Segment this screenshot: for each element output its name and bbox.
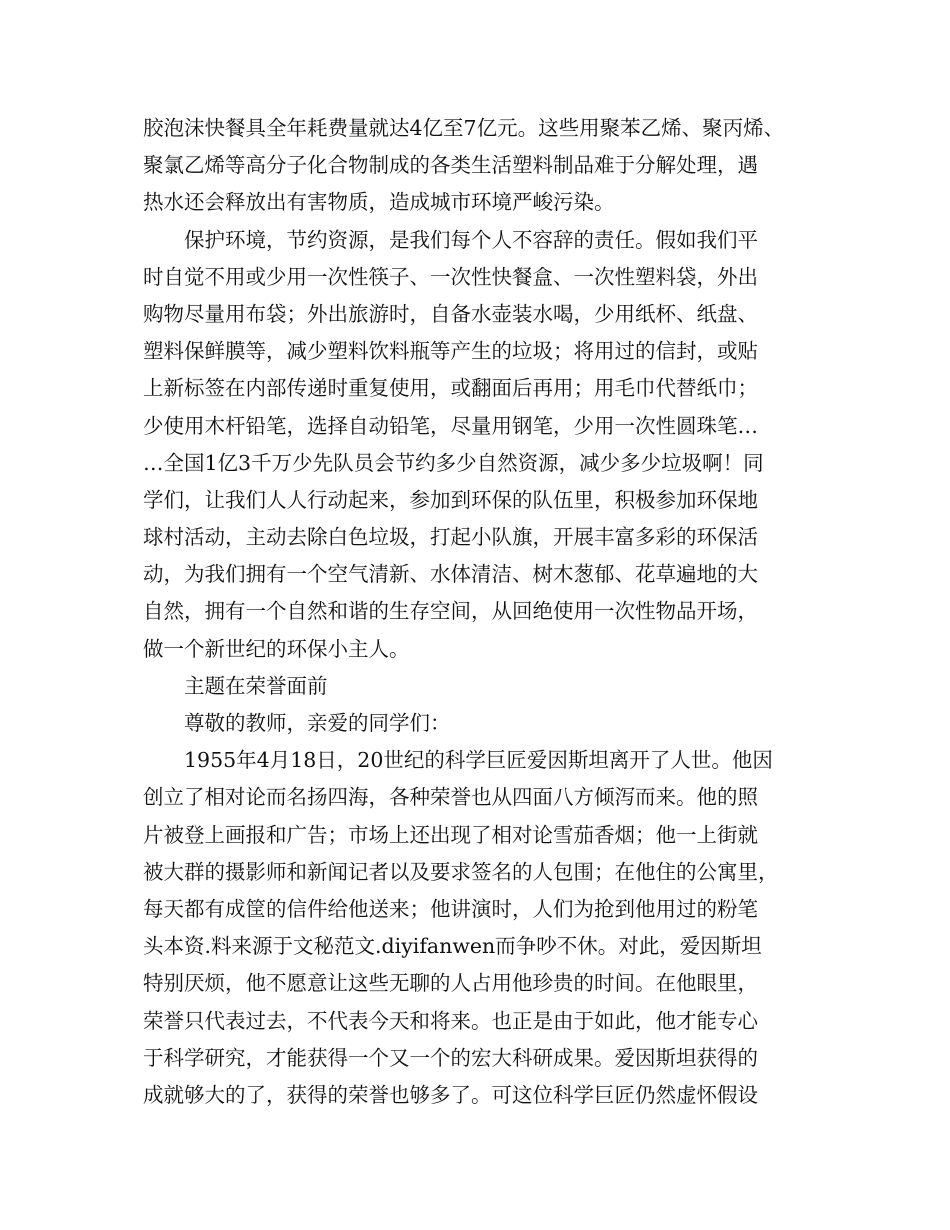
text-line: 于科学研究，才能获得一个又一个的宏大科研成果。爱因斯坦获得的 xyxy=(143,1045,758,1070)
text-line: 热水还会释放出有害物质，造成城市环境严峻污染。 xyxy=(143,190,615,215)
text-line: 每天都有成筐的信件给他送来；他讲演时，人们为抢到他用过的粉笔 xyxy=(143,896,758,921)
text-line: 头本资.料来源于文秘范文.diyifanwen而争吵不休。对此，爱因斯坦 xyxy=(143,934,762,959)
text-line: 上新标签在内部传递时重复使用，或翻面后再用；用毛巾代替纸巾； xyxy=(143,376,758,401)
text-line: 成就够大的了，获得的荣誉也够多了。可这位科学巨匠仍然虚怀假设 xyxy=(143,1082,758,1107)
body-text xyxy=(143,110,811,1114)
text-line: 球村活动，主动去除白色垃圾，打起小队旗，开展丰富多彩的环保活 xyxy=(143,525,758,550)
text-line: 被大群的摄影师和新闻记者以及要求签名的人包围；在他住的公寓里， xyxy=(143,859,779,884)
text-line: …全国1亿3千万少先队员会节约多少自然资源，减少多少垃圾啊！同 xyxy=(143,450,764,475)
text-line: 创立了相对论而名扬四海，各种荣誉也从四面八方倾泻而来。他的照 xyxy=(143,785,758,810)
text-line: 学们，让我们人人行动起来，参加到环保的队伍里，积极参加环保地 xyxy=(143,487,758,512)
text-line: 少使用木杆铅笔，选择自动铅笔，尽量用钢笔，少用一次性圆珠笔… xyxy=(143,413,758,438)
text-line: 时自觉不用或少用一次性筷子、一次性快餐盒、一次性塑料袋，外出 xyxy=(143,264,758,289)
text-line: 片被登上画报和广告；市场上还出现了相对论雪茄香烟；他一上街就 xyxy=(143,822,758,847)
paragraph-start-line: 1955年4月18日，20世纪的科学巨匠爱因斯坦离开了人世。他因 xyxy=(184,748,773,773)
text-line: 聚氯乙烯等高分子化合物制成的各类生活塑料制品难于分解处理，遇 xyxy=(143,153,758,178)
text-line: 胶泡沫快餐具全年耗费量就达4亿至7亿元。这些用聚苯乙烯、聚丙烯、 xyxy=(143,116,785,140)
text-line: 荣誉只代表过去，不代表今天和将来。也正是由于如此，他才能专心 xyxy=(143,1008,758,1033)
text-line: 动，为我们拥有一个空气清新、水体清洁、树木葱郁、花草遍地的大 xyxy=(143,562,758,587)
text-line: 购物尽量用布袋；外出旅游时，自备水壶装水喝，少用纸杯、纸盘、 xyxy=(143,301,758,326)
salutation: 尊敬的教师，亲爱的同学们： xyxy=(184,711,451,735)
text-line: 做一个新世纪的环保小主人。 xyxy=(143,636,410,661)
text-line: 自然，拥有一个自然和谐的生存空间，从回绝使用一次性物品开场， xyxy=(143,599,758,624)
text-line: 塑料保鲜膜等，减少塑料饮料瓶等产生的垃圾；将用过的信封，或贴 xyxy=(143,339,758,364)
paragraph-start-line: 保护环境，节约资源，是我们每个人不容辞的责任。假如我们平 xyxy=(184,227,758,252)
section-title: 主题在荣誉面前 xyxy=(184,673,328,698)
text-line: 特别厌烦，他不愿意让这些无聊的人占用他珍贵的时间。在他眼里， xyxy=(143,971,758,996)
